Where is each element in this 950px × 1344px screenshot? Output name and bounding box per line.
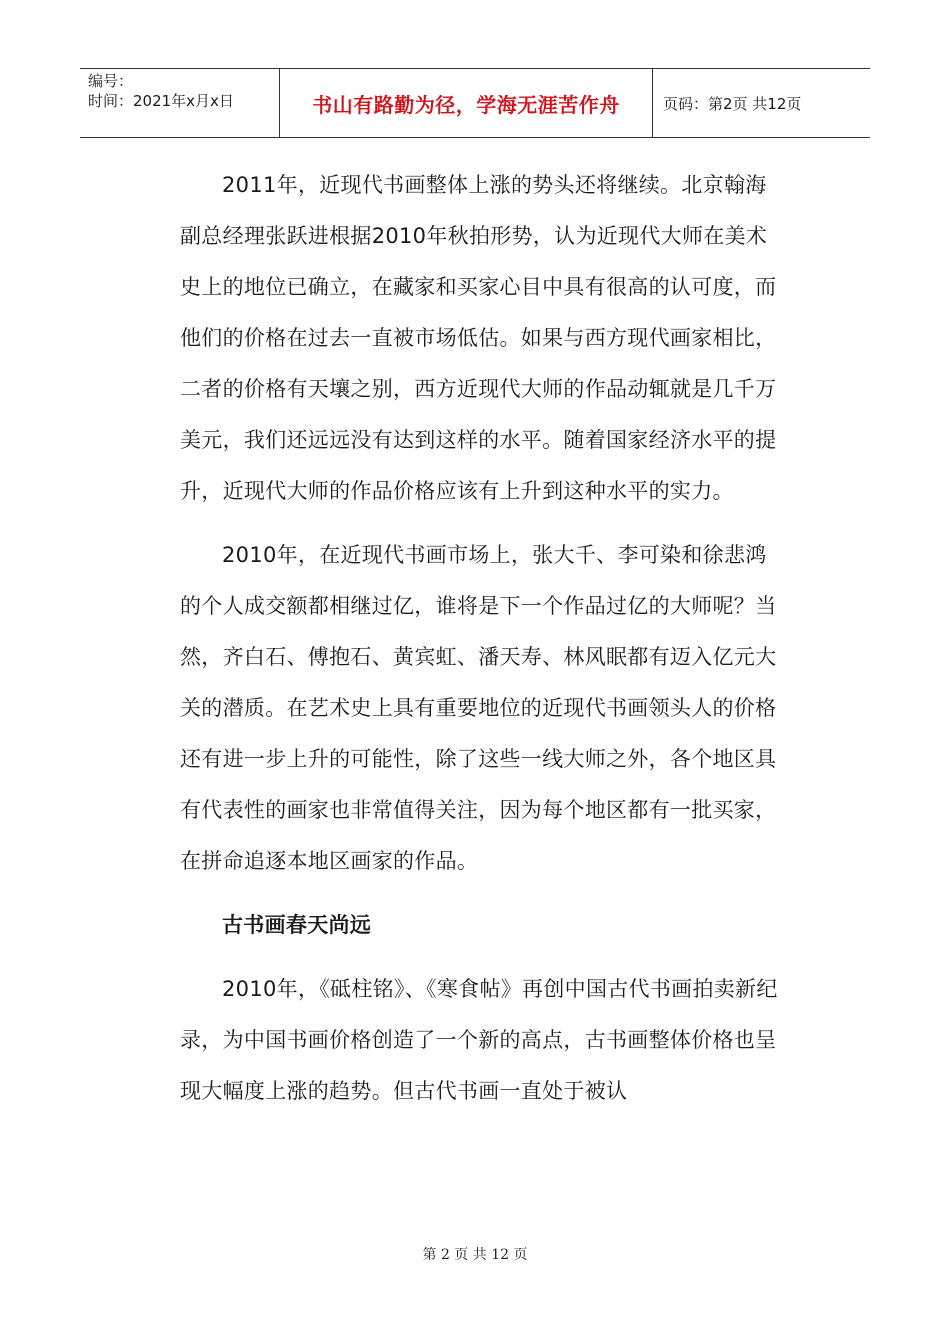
section-heading: 古书画春天尚远: [222, 913, 372, 937]
paragraph: 2011年，近现代书画整体上涨的势头还将继续。北京翰海副总经理张跃进根据2010年秋拍形势，认为近现代大师在美术史上的地位已确立，在藏家和买家心目中具有很高的认可度，而他们的价格在过去一直被市场低估。如果与西方现代画家相比，二者的价格有天壤之别，西方近现代大师的作品动辄就是几千万美元，我们还远远没有达到这样的水平。随着国家经济水平的提升，近现代大师的作品价格应该有上升到这种水平的实力。: [180, 173, 777, 503]
header-motto: 书山有路勤为径，学海无涯苦作舟: [280, 69, 653, 137]
document-header: [80, 68, 870, 138]
header-page-info: 页码：第2页 共12页: [663, 94, 802, 113]
page-footer: 第 2 页 共 12 页: [422, 1247, 528, 1263]
header-meta: [80, 69, 280, 137]
document-body: [180, 160, 780, 1130]
serial-number-label: 编号：: [88, 72, 134, 90]
paragraph: 2010年，《砥柱铭》、《寒食帖》再创中国古代书画拍卖新纪录，为中国书画价格创造了一个新的高点，古书画整体价格也呈现大幅度上涨的趋势。但古代书画一直处于被认: [180, 977, 778, 1103]
paragraph: 2010年，在近现代书画市场上，张大千、李可染和徐悲鸿的个人成交额都相继过亿，谁将是下一个作品过亿的大师呢？当然，齐白石、傅抱石、黄宾虹、潘天寿、林风眠都有迈入亿元大关的潜质。在艺术史上具有重要地位的近现代书画领头人的价格还有进一步上升的可能性，除了这些一线大师之外，各个地区具有代表性的画家也非常值得关注，因为每个地区都有一批买家，在拼命追逐本地区画家的作品。: [180, 543, 777, 873]
date-label: 时间：2021年x月x日: [88, 92, 234, 110]
